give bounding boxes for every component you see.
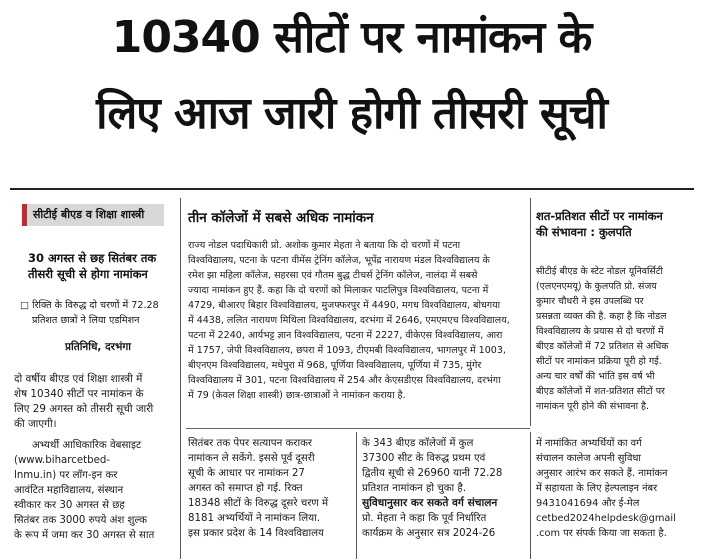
left-body-line: सितंबर तक 3000 रुपये अंश शुल्क xyxy=(14,515,147,526)
left-body-line: के रूप में जमा कर 30 अगस्त से सात xyxy=(14,530,155,541)
middle-col-a xyxy=(188,436,352,541)
right-subhead-line-1: शत-प्रतिशत सीटों पर नामांकन xyxy=(536,209,663,223)
middle-col-a-line: 8181 अभ्यर्थियों ने नामांकन लिया. xyxy=(188,513,320,524)
middle-body-line: ज्यादा नामांकन हुए हैं. कहा कि दो चरणों को मिलाकर पाटलिपुत्र विश्वविद्यालय, पटना में xyxy=(188,285,489,296)
left-bullet xyxy=(20,298,176,328)
right-body-line: बीएड कॉलेजों में 72 प्रतिशत से अधिक xyxy=(536,341,669,352)
right-body-line: प्रसन्नता व्यक्त की है. कहा है कि नोडल xyxy=(536,311,667,322)
middle-col-b-line: द्वितीय सूची से 26960 यानी 72.28 xyxy=(362,468,503,479)
middle-body-line: विश्वविद्यालय, पटना के पटना वीमेंस ट्रेनिंग कॉलेज, भूपेंद्र नारायण मंडल विश्वविद्यालय के xyxy=(188,255,490,266)
left-intro-line: लिए 29 अगस्त को तीसरी सूची जारी xyxy=(14,403,154,415)
right-body2-line: 9431041694 और ई-मेल xyxy=(536,498,640,509)
middle-col-b-line: प्रतिशत नामांकन हो चुका है. xyxy=(362,483,467,494)
left-body-line: अभ्यर्थी आधिकारिक वेबसाइट xyxy=(32,440,142,451)
middle-body-divider xyxy=(186,428,530,429)
middle-body-line: रमेश झा महिला कॉलेज, सहरसा एवं गौतम बुद्ध टीचर्स ट्रेनिंग कॉलेज, नालंदा में सबसे xyxy=(188,270,478,281)
right-body2-line: में नामांकित अभ्यर्थियों का वर्ग xyxy=(536,438,642,449)
left-subhead-line-2: तीसरी सूची से होगा नामांकन xyxy=(28,267,148,281)
right-body2-line: में सहायता के लिए हेल्पलाइन नंबर xyxy=(536,483,658,494)
middle-body xyxy=(188,238,526,403)
left-body-line: lnmu.in) पर लॉग-इन कर xyxy=(14,470,118,481)
left-intro-line: की जाएगी। xyxy=(14,418,57,430)
middle-col-a-line: सूची के आधार पर नामांकन 27 xyxy=(188,468,305,479)
left-body-line: स्वीकार कर 30 अगस्त से छह xyxy=(14,500,125,511)
left-intro-line: दो वर्षीय बीएड एवं शिक्षा शास्त्री में xyxy=(14,373,143,385)
left-bullet-line-1: □ रिक्ति के विरुद्ध दो चरणों में 72.28 xyxy=(20,300,159,311)
middle-body-line: में 79 (केवल शिक्षा शास्त्री) छात्र-छात्राओं ने नामांकन कराया है. xyxy=(188,390,406,401)
headline-divider xyxy=(10,188,694,190)
middle-subhead: तीन कॉलेजों में सबसे अधिक नामांकन xyxy=(188,210,374,226)
middle-col-b xyxy=(362,436,526,541)
left-body-line: आवंटित महाविद्यालय, संस्थान xyxy=(14,485,124,496)
middle-body-line: राज्य नोडल पदाधिकारी प्रो. अशोक कुमार मेहता ने बताया कि दो चरणों में पटना xyxy=(188,240,461,251)
middle-body-line: में 4438, ललित नारायण मिथिला विश्वविद्यालय, दरभंगा में 2646, एमएमएच विश्वविद्यालय, xyxy=(188,315,510,326)
right-body-line: (एलएनएमयू) के कुलपति प्रो. संजय xyxy=(536,281,657,292)
right-body-line: सीटों पर नामांकन प्रक्रिया पूरी हो गई. xyxy=(536,356,662,367)
right-body-line: विश्वविद्यालय के प्रयास से दो चरणों में xyxy=(536,326,664,337)
middle-col-b-line: कार्यक्रम के अनुसार सत्र 2024-26 xyxy=(362,528,496,539)
middle-col-a-line: 18348 सीटों के विरुद्ध दूसरे चरण में xyxy=(188,498,329,509)
middle-body-line: में 1757, जेपी विश्वविद्यालय, छपरा में 1093, टीएमबी विश्वविद्यालय, भागलपुर में 1003, xyxy=(188,345,506,356)
right-body-line: कुमार चौधरी ने इस उपलब्धि पर xyxy=(536,296,644,307)
middle-col-b-line: के 343 बीएड कॉलेजों में कुल xyxy=(362,438,474,449)
headline-line-2: लिए आज जारी होगी तीसरी सूची xyxy=(96,88,607,139)
left-bullet-line-2: प्रतिशत छात्रों ने लिया एडमिशन xyxy=(32,315,140,326)
right-body-line: सीटीई बीएड के स्टेट नोडल यूनिवर्सिटी xyxy=(536,266,663,277)
middle-col-a-line: इस प्रकार प्रदेश के 14 विश्वविद्यालय xyxy=(188,528,324,539)
left-subhead xyxy=(28,250,178,282)
middle-col-b-line: प्रो. मेहता ने कहा कि पूर्व निर्धारित xyxy=(362,513,487,524)
column-divider-lower-b xyxy=(530,432,531,559)
right-body2-line: .com पर संपर्क किया जा सकता है. xyxy=(536,528,667,539)
right-body2-line: cetbed2024helpdesk@gmail xyxy=(536,513,676,524)
left-body xyxy=(14,438,176,543)
left-body-line: (www.biharcetbed- xyxy=(14,455,110,466)
right-subhead-line-2: की संभावना : कुलपति xyxy=(536,225,632,239)
right-body-line: अन्य चार वर्षों की भांति इस वर्ष भी xyxy=(536,371,655,382)
right-subhead xyxy=(536,208,698,240)
middle-col-b-line: 37300 सीट के विरुद्ध प्रथम एवं xyxy=(362,453,486,464)
left-subhead-line-1: 30 अगस्त से छह सितंबर तक xyxy=(28,251,157,265)
middle-col-a-line: सितंबर तक पेपर सत्यापन कराकर xyxy=(188,438,313,449)
right-body xyxy=(536,264,696,414)
column-divider-right xyxy=(530,198,531,426)
middle-col-b-subhead: सुविधानुसार कर सकते वर्ग संचालन xyxy=(362,497,498,509)
middle-col-a-line: अगस्त को समाप्त हो गई. रिक्त xyxy=(188,483,303,494)
middle-body-line: विश्वविद्यालय में 301, पटना विश्वविद्यालय में 254 और केएसडीएस विश्वविद्यालय, दरभंगा xyxy=(188,375,501,386)
right-body2-line: अनुसार आरंभ कर सकते हैं. नामांकन xyxy=(536,468,668,479)
category-tag xyxy=(22,204,164,226)
middle-body-line: बीएनएम विश्वविद्यालय, मधेपुरा में 968, पूर्णिया विश्वविद्यालय, पूर्णिया में 735, मुंगेर xyxy=(188,360,482,371)
left-intro xyxy=(14,372,176,432)
middle-body-line: 4729, बीआरए बिहार विश्वविद्यालय, मुजफ्फरपुर में 4490, मगध विश्वविद्यालय, बोधगया xyxy=(188,300,501,311)
column-divider-lower-a xyxy=(356,432,357,559)
right-body-line: नामांकन पूरी होने की संभावना है. xyxy=(536,401,649,412)
right-body-continued xyxy=(536,436,696,541)
middle-col-a-line: नामांकन ले सकेंगे. इससे पूर्व दूसरी xyxy=(188,453,315,464)
right-body2-line: संचालन कालेज अपनी सुविधा xyxy=(536,453,641,464)
column-divider-left xyxy=(180,198,181,559)
byline: प्रतिनिधि, दरभंगा xyxy=(65,341,131,353)
category-tag-label: सीटीई बीएड व शिक्षा शास्त्री xyxy=(33,208,145,221)
left-intro-line: शेष 10340 सीटों पर नामांकन के xyxy=(14,388,144,400)
headline-line-1: 10340 सीटों पर नामांकन के xyxy=(111,12,592,63)
bullet-box-icon: □ xyxy=(20,300,33,311)
middle-body-line: पटना में 2240, आर्यभट्ट ज्ञान विश्वविद्यालय, पटना में 2227, वीकेएस विश्वविद्यालय, आरा xyxy=(188,330,503,341)
right-body-line: बीएड कॉलेजों में शत-प्रतिशत सीटों पर xyxy=(536,386,665,397)
